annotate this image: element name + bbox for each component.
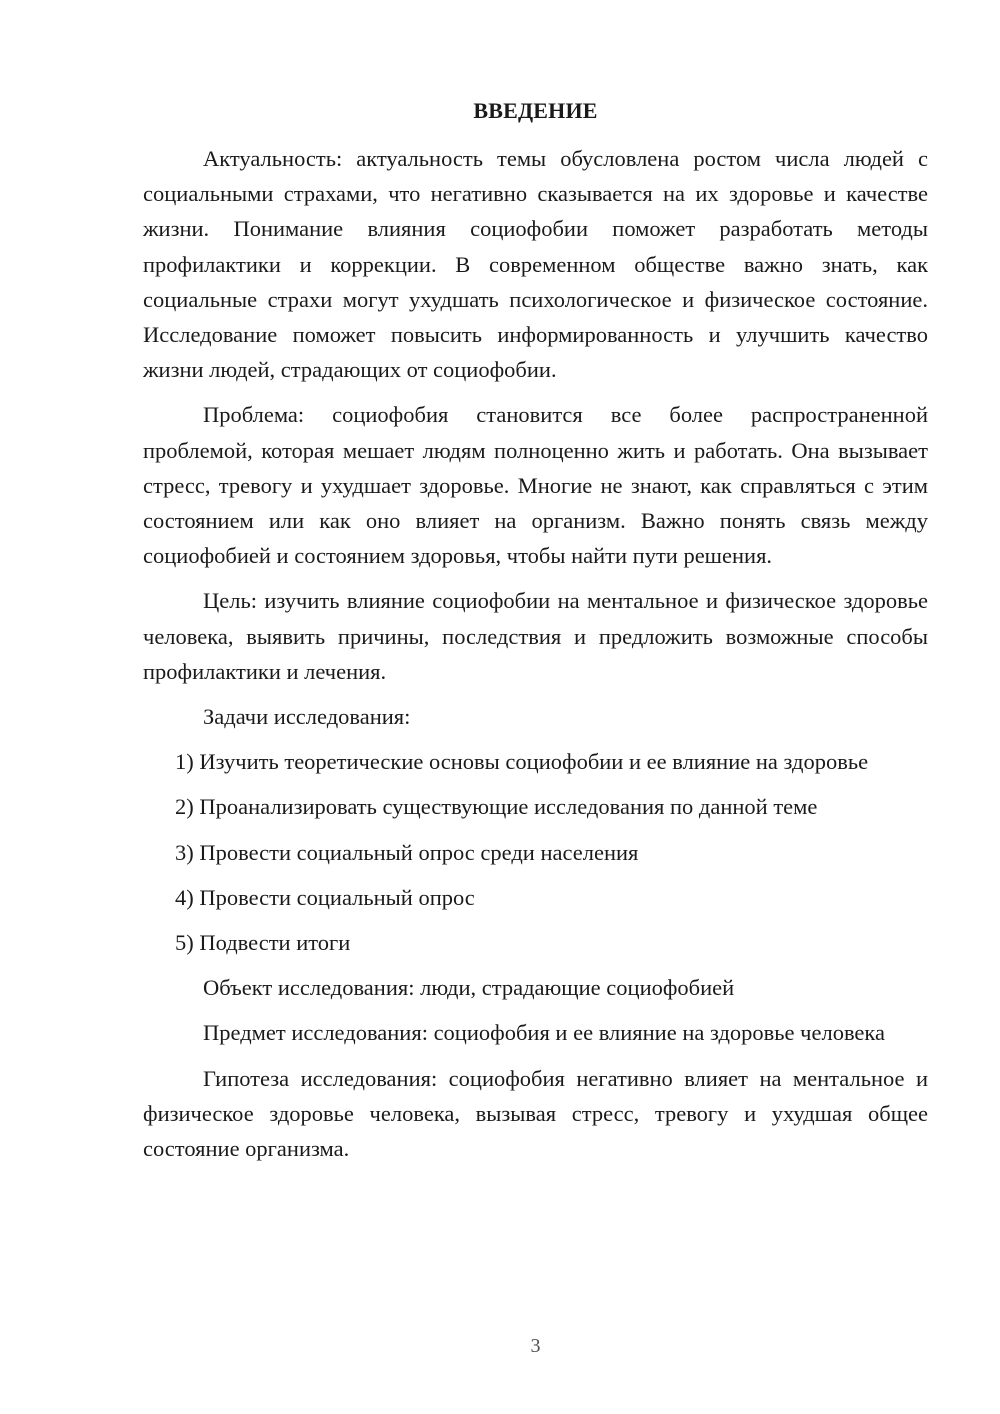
- paragraph-object: Объект исследования: люди, страдающие социофобией: [203, 975, 735, 1001]
- paragraph-problem: Проблема: социофобия становится все более распространенной проблемой, которая мешает людям полноценно жить и работать. Она вызывает стресс, тревогу и ухудшает здоровье. Многие не знают, как справляться с этим состоянием или как оно влияет на организм. Важно понять связь между социофобией и состоянием здоровья, чтобы найти пути решения.: [143, 402, 928, 569]
- paragraph-tasks-heading: Задачи исследования:: [203, 704, 411, 730]
- task-item-3: 3) Провести социальный опрос среди населения: [175, 839, 639, 865]
- task-item-2: 2) Проанализировать существующие исследования по данной теме: [175, 794, 818, 820]
- document-page: [143, 0, 928, 1414]
- paragraph-subject: Предмет исследования: социофобия и ее влияние на здоровье человека: [203, 1020, 885, 1046]
- document-body: [143, 141, 928, 1166]
- task-item-5: 5) Подвести итоги: [175, 930, 351, 956]
- paragraph-hypothesis: Гипотеза исследования: социофобия негативно влияет на ментальное и физическое здоровье человека, вызывая стресс, тревогу и ухудшая общее состояние организма.: [143, 1065, 928, 1162]
- page-title: ВВЕДЕНИЕ: [473, 98, 598, 123]
- paragraph-relevance: Актуальность: актуальность темы обусловлена ростом числа людей с социальными страхами, что негативно сказывается на их здоровье и качестве жизни. Понимание влияния социофобии поможет разработать методы профилактики и коррекции. В современном обществе важно знать, как социальные страхи могут ухудшать психологическое и физическое состояние. Исследование поможет повысить информированность и улучшить качество жизни людей, страдающих от социофобии.: [143, 146, 928, 383]
- page-number: 3: [530, 1335, 541, 1357]
- paragraph-goal: Цель: изучить влияние социофобии на ментальное и физическое здоровье человека, выявить причины, последствия и предложить возможные способы профилактики и лечения.: [143, 588, 928, 684]
- task-item-1: 1) Изучить теоретические основы социофобии и ее влияние на здоровье: [175, 749, 869, 775]
- task-item-4: 4) Провести социальный опрос: [175, 884, 475, 910]
